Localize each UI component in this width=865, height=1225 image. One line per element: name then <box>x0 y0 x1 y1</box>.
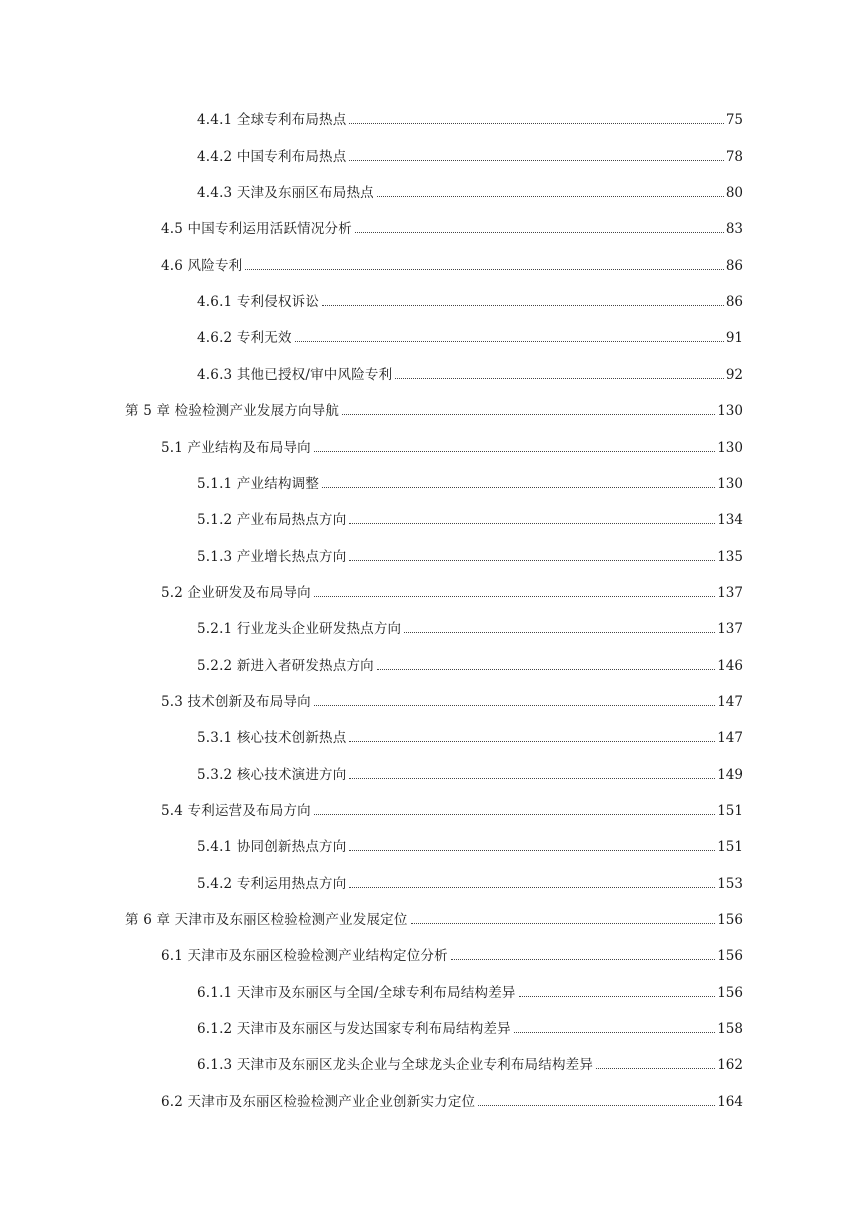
toc-entry[interactable] <box>0 466 865 502</box>
toc-entry-title: 5.4.1 协同创新热点方向 <box>197 839 347 856</box>
toc-entry-line <box>197 623 743 637</box>
toc-entry[interactable] <box>0 357 865 393</box>
toc-entry-title: 6.1.2 天津市及东丽区与发达国家专利布局结构差异 <box>197 1021 511 1038</box>
toc-entry-title: 4.5 中国专利运用活跃情况分析 <box>161 221 352 238</box>
dot-leader <box>478 1104 715 1106</box>
toc-entry[interactable] <box>0 176 865 212</box>
dot-leader <box>349 559 715 561</box>
toc-entry-line <box>161 223 743 237</box>
dot-leader <box>411 922 716 924</box>
dot-leader <box>349 159 723 161</box>
toc-entry-page-number: 137 <box>717 584 743 601</box>
toc-entry-line <box>161 1093 743 1110</box>
toc-entry-line <box>197 1059 743 1073</box>
toc-entry-page-number: 78 <box>725 148 743 165</box>
toc-entry[interactable] <box>0 430 865 466</box>
toc-entry-title: 4.6.2 专利无效 <box>197 330 292 347</box>
dot-leader <box>377 668 715 670</box>
toc-entry-page-number: 156 <box>717 948 743 965</box>
toc-entry-line <box>161 439 743 456</box>
toc-entry[interactable] <box>0 394 865 430</box>
toc-entry-page-number: 130 <box>717 439 743 456</box>
toc-entry-title: 5.2 企业研发及布局导向 <box>161 584 311 601</box>
toc-entry[interactable] <box>0 1048 865 1084</box>
dot-leader <box>314 813 715 815</box>
dot-leader <box>349 122 723 124</box>
dot-leader <box>322 486 715 488</box>
toc-entry[interactable] <box>0 757 865 793</box>
toc-entry-line <box>161 584 743 601</box>
dot-leader <box>322 304 724 306</box>
toc-entry-page-number: 156 <box>717 911 743 928</box>
toc-entry-title: 5.4 专利运营及布局方向 <box>161 802 311 819</box>
toc-entry-line <box>197 1023 743 1037</box>
dot-leader <box>519 995 716 997</box>
toc-entry-line <box>197 766 743 783</box>
toc-entry-page-number: 151 <box>717 839 743 856</box>
toc-entry-line <box>161 257 743 274</box>
toc-entry-title: 5.3.1 核心技术创新热点 <box>197 730 347 747</box>
toc-entry-title: 5.1 产业结构及布局导向 <box>161 439 311 456</box>
toc-entry-line <box>161 693 743 710</box>
toc-entry-title: 6.2 天津市及东丽区检验检测产业企业创新实力定位 <box>161 1093 476 1110</box>
dot-leader <box>314 450 715 452</box>
dot-leader <box>295 340 724 342</box>
table-of-contents <box>0 103 865 1121</box>
toc-entry-page-number: 92 <box>725 366 743 383</box>
toc-entry-title: 6.1.3 天津市及东丽区龙头企业与全球龙头企业专利布局结构差异 <box>197 1057 594 1074</box>
toc-entry-line <box>197 332 743 346</box>
toc-entry[interactable] <box>0 575 865 611</box>
toc-entry-page-number: 83 <box>725 221 743 238</box>
dot-leader <box>377 195 724 197</box>
toc-entry-page-number: 147 <box>717 730 743 747</box>
toc-entry-page-number: 158 <box>717 1021 743 1038</box>
toc-entry-line <box>197 514 743 528</box>
toc-entry-page-number: 130 <box>717 475 743 492</box>
toc-entry[interactable] <box>0 1084 865 1120</box>
dot-leader <box>514 1031 715 1033</box>
toc-entry-line <box>161 950 743 964</box>
toc-entry-title: 5.1.1 产业结构调整 <box>197 475 320 492</box>
toc-entry-title: 4.6 风险专利 <box>161 257 243 274</box>
toc-entry[interactable] <box>0 503 865 539</box>
dot-leader <box>404 631 715 633</box>
toc-entry-title: 4.4.1 全球专利布局热点 <box>197 112 347 129</box>
dot-leader <box>314 704 715 706</box>
toc-entry-line <box>197 296 743 310</box>
toc-entry[interactable] <box>0 939 865 975</box>
dot-leader <box>451 958 715 960</box>
toc-entry-title: 4.6.1 专利侵权诉讼 <box>197 294 320 311</box>
dot-leader <box>349 849 715 851</box>
toc-entry-page-number: 86 <box>725 294 743 311</box>
toc-entry[interactable] <box>0 321 865 357</box>
toc-entry-page-number: 156 <box>717 984 743 1001</box>
dot-leader <box>596 1067 715 1069</box>
toc-entry-page-number: 86 <box>725 257 743 274</box>
toc-entry-page-number: 149 <box>717 766 743 783</box>
toc-entry[interactable] <box>0 721 865 757</box>
toc-entry[interactable] <box>0 103 865 139</box>
toc-entry-title: 4.4.3 天津及东丽区布局热点 <box>197 185 374 202</box>
toc-entry-page-number: 162 <box>717 1057 743 1074</box>
toc-entry-line <box>197 475 743 492</box>
toc-entry[interactable] <box>0 285 865 321</box>
toc-entry-line <box>125 911 743 928</box>
toc-entry-title: 5.4.2 专利运用热点方向 <box>197 875 347 892</box>
toc-entry-title: 5.2.2 新进入者研发热点方向 <box>197 657 374 674</box>
dot-leader <box>355 231 724 233</box>
toc-entry-page-number: 164 <box>717 1093 743 1110</box>
toc-entry-page-number: 135 <box>717 548 743 565</box>
toc-entry-page-number: 146 <box>717 657 743 674</box>
toc-entry-title: 5.3 技术创新及布局导向 <box>161 693 311 710</box>
toc-entry-title: 第 5 章 检验检测产业发展方向导航 <box>125 403 340 420</box>
toc-entry-title: 5.1.2 产业布局热点方向 <box>197 512 347 529</box>
toc-entry-title: 4.4.2 中国专利布局热点 <box>197 148 347 165</box>
dot-leader <box>342 413 715 415</box>
toc-entry-line <box>197 148 743 165</box>
toc-entry-line <box>197 548 743 565</box>
toc-entry[interactable] <box>0 685 865 721</box>
toc-entry-page-number: 130 <box>717 403 743 420</box>
dot-leader <box>314 595 715 597</box>
dot-leader <box>349 886 715 888</box>
toc-entry[interactable] <box>0 139 865 175</box>
toc-entry-line <box>197 875 743 892</box>
toc-entry-title: 4.6.3 其他已授权/审中风险专利 <box>197 366 393 383</box>
toc-entry[interactable] <box>0 830 865 866</box>
toc-entry[interactable] <box>0 648 865 684</box>
toc-entry-title: 5.3.2 核心技术演进方向 <box>197 766 347 783</box>
dot-leader <box>395 377 724 379</box>
toc-entry[interactable] <box>0 248 865 284</box>
toc-entry-title: 6.1 天津市及东丽区检验检测产业结构定位分析 <box>161 948 448 965</box>
dot-leader <box>349 740 715 742</box>
toc-entry[interactable] <box>0 794 865 830</box>
toc-entry-page-number: 147 <box>717 693 743 710</box>
toc-entry[interactable] <box>0 1012 865 1048</box>
toc-entry[interactable] <box>0 539 865 575</box>
toc-entry[interactable] <box>0 975 865 1011</box>
dot-leader <box>245 268 723 270</box>
toc-entry-title: 6.1.1 天津市及东丽区与全国/全球专利布局结构差异 <box>197 984 516 1001</box>
toc-entry-page-number: 153 <box>717 875 743 892</box>
toc-entry-page-number: 137 <box>717 621 743 638</box>
dot-leader <box>349 777 715 779</box>
dot-leader <box>349 522 715 524</box>
toc-entry-line <box>197 657 743 674</box>
toc-entry-line <box>197 732 743 746</box>
toc-entry-line <box>197 114 743 128</box>
toc-entry[interactable] <box>0 212 865 248</box>
toc-entry-title: 5.1.3 产业增长热点方向 <box>197 548 347 565</box>
toc-entry-line <box>197 187 743 201</box>
toc-entry-title: 5.2.1 行业龙头企业研发热点方向 <box>197 621 402 638</box>
toc-entry-line <box>125 405 743 419</box>
toc-entry-page-number: 151 <box>717 802 743 819</box>
toc-entry[interactable] <box>0 866 865 902</box>
toc-entry[interactable] <box>0 903 865 939</box>
toc-entry-page-number: 91 <box>725 330 743 347</box>
toc-entry-title: 第 6 章 天津市及东丽区检验检测产业发展定位 <box>125 911 408 928</box>
toc-entry-line <box>197 841 743 855</box>
toc-entry[interactable] <box>0 612 865 648</box>
toc-entry-page-number: 134 <box>717 512 743 529</box>
toc-entry-page-number: 75 <box>725 112 743 129</box>
toc-entry-line <box>197 984 743 1001</box>
toc-entry-line <box>161 802 743 819</box>
toc-entry-line <box>197 366 743 383</box>
toc-entry-page-number: 80 <box>725 185 743 202</box>
